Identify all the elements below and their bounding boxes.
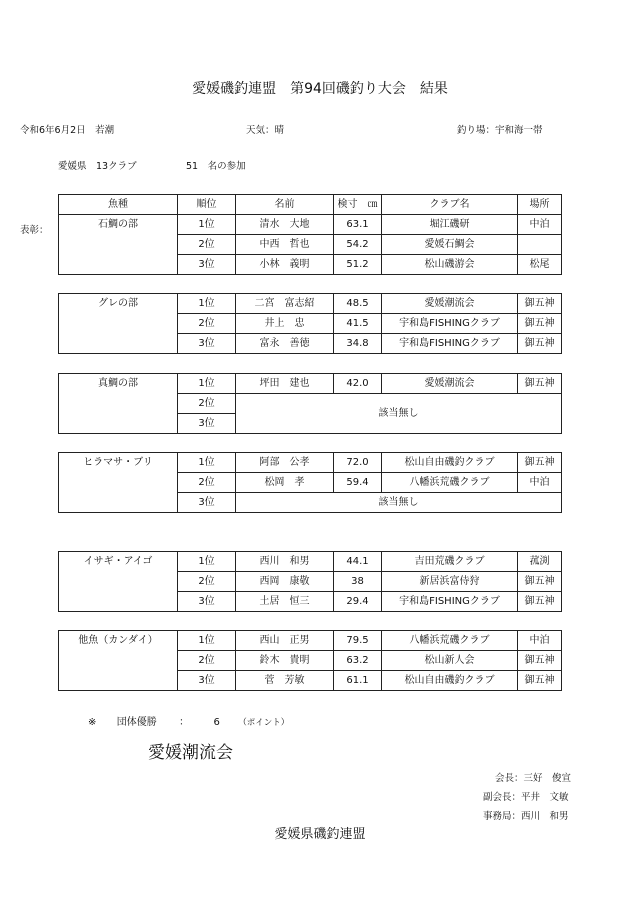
team-colon: ： xyxy=(179,717,190,728)
name-cell: 菅 芳敏 xyxy=(236,671,334,691)
points-unit: （ポイント） xyxy=(238,718,290,728)
club-cell: 松山自由磯釣クラブ xyxy=(382,671,518,691)
name-cell: 西山 正男 xyxy=(236,631,334,651)
rank-cell: 2位 xyxy=(178,314,236,334)
size-cell: 61.1 xyxy=(334,671,382,691)
table-row xyxy=(59,552,562,572)
rank-cell: 1位 xyxy=(178,294,236,314)
size-cell: 42.0 xyxy=(334,374,382,394)
place-cell: 御五神 xyxy=(518,453,562,473)
place-cell: 御五神 xyxy=(518,314,562,334)
club-cell: 八幡浜荒磯クラブ xyxy=(382,631,518,651)
name-cell: 鈴木 貴明 xyxy=(236,651,334,671)
header-name: 名前 xyxy=(236,195,334,215)
size-cell: 79.5 xyxy=(334,631,382,651)
name-cell: 坪田 建也 xyxy=(236,374,334,394)
note-mark: ※ xyxy=(88,717,97,728)
category-name: 真鯛の部 xyxy=(59,374,178,434)
club-cell: 八幡浜荒磯クラブ xyxy=(382,473,518,493)
club-cell: 堀江磯研 xyxy=(382,215,518,235)
place-cell: 御五神 xyxy=(518,592,562,612)
club-cell: 愛媛石鯛会 xyxy=(382,235,518,255)
club-cell: 松山自由磯釣クラブ xyxy=(382,453,518,473)
no-result-cell: 該当無し xyxy=(236,493,562,513)
name-cell: 清水 大地 xyxy=(236,215,334,235)
results-table-isagi xyxy=(58,551,562,612)
place-cell: 御五神 xyxy=(518,334,562,354)
weather: 天気：晴 xyxy=(246,125,285,136)
team-points: 6 xyxy=(213,717,220,728)
header-place: 場所 xyxy=(518,195,562,215)
rank-cell: 3位 xyxy=(178,592,236,612)
name-cell: 松岡 孝 xyxy=(236,473,334,493)
rank-cell: 1位 xyxy=(178,631,236,651)
size-cell: 54.2 xyxy=(334,235,382,255)
results-table-hiramasa xyxy=(58,452,562,513)
rank-cell: 2位 xyxy=(178,235,236,255)
size-cell: 63.1 xyxy=(334,215,382,235)
name-cell: 二宮 富志紹 xyxy=(236,294,334,314)
place-cell: 御五神 xyxy=(518,374,562,394)
size-cell: 59.4 xyxy=(334,473,382,493)
header-size: 検寸 ㎝ xyxy=(334,195,382,215)
organization-name: 愛媛県磯釣連盟 xyxy=(274,827,366,842)
size-cell: 48.5 xyxy=(334,294,382,314)
results-table-other xyxy=(58,630,562,691)
header-rank: 順位 xyxy=(178,195,236,215)
place-cell: 中泊 xyxy=(518,215,562,235)
club-cell: 愛媛潮流会 xyxy=(382,294,518,314)
officer-president: 会長：三好 俊宣 xyxy=(495,773,572,784)
size-cell: 29.4 xyxy=(334,592,382,612)
results-table-gure xyxy=(58,293,562,354)
table-row xyxy=(59,374,562,394)
results-table-madai xyxy=(58,373,562,434)
awards-label: 表彰： xyxy=(20,225,49,236)
size-cell: 38 xyxy=(334,572,382,592)
rank-cell: 3位 xyxy=(178,255,236,275)
category-name: ヒラマサ・ブリ xyxy=(59,453,178,513)
place-cell xyxy=(518,235,562,255)
officer-secretariat: 事務局：西川 和男 xyxy=(483,811,569,822)
page-title: 愛媛磯釣連盟 第94回磯釣り大会 結果 xyxy=(192,81,448,97)
place-cell: 御五神 xyxy=(518,294,562,314)
club-cell: 宇和島FISHINGクラブ xyxy=(382,592,518,612)
place-cell: 松尾 xyxy=(518,255,562,275)
rank-cell: 1位 xyxy=(178,215,236,235)
table-header-row xyxy=(59,195,562,215)
rank-cell: 3位 xyxy=(178,414,236,434)
team-victory-label: 団体優勝 xyxy=(116,717,157,728)
team-winner: 愛媛潮流会 xyxy=(148,743,233,763)
rank-cell: 3位 xyxy=(178,671,236,691)
place-cell: 中泊 xyxy=(518,631,562,651)
club-cell: 吉田荒磯クラブ xyxy=(382,552,518,572)
category-name: グレの部 xyxy=(59,294,178,354)
results-table-ishidai xyxy=(58,194,562,275)
rank-cell: 1位 xyxy=(178,453,236,473)
name-cell: 西岡 康敬 xyxy=(236,572,334,592)
size-cell: 41.5 xyxy=(334,314,382,334)
club-cell: 新居浜富侍狩 xyxy=(382,572,518,592)
rank-cell: 2位 xyxy=(178,394,236,414)
place-cell: 御五神 xyxy=(518,671,562,691)
size-cell: 44.1 xyxy=(334,552,382,572)
club-cell: 宇和島FISHINGクラブ xyxy=(382,334,518,354)
team-victory-note xyxy=(88,713,289,728)
club-cell: 松山磯游会 xyxy=(382,255,518,275)
size-cell: 34.8 xyxy=(334,334,382,354)
category-name: 石鯛の部 xyxy=(59,215,178,275)
place-cell: 御五神 xyxy=(518,572,562,592)
name-cell: 井上 忠 xyxy=(236,314,334,334)
rank-cell: 3位 xyxy=(178,334,236,354)
rank-cell: 2位 xyxy=(178,651,236,671)
name-cell: 阿部 公孝 xyxy=(236,453,334,473)
table-row xyxy=(59,631,562,651)
event-date: 令和6年6月2日 若潮 xyxy=(20,125,115,136)
rank-cell: 1位 xyxy=(178,552,236,572)
club-cell: 松山新人会 xyxy=(382,651,518,671)
header-category: 魚種 xyxy=(59,195,178,215)
club-cell: 宇和島FISHINGクラブ xyxy=(382,314,518,334)
rank-cell: 1位 xyxy=(178,374,236,394)
rank-cell: 2位 xyxy=(178,473,236,493)
rank-cell: 2位 xyxy=(178,572,236,592)
table-row xyxy=(59,215,562,235)
rank-cell: 3位 xyxy=(178,493,236,513)
participating-clubs: 愛媛県 13クラブ xyxy=(58,161,137,172)
participant-count: 51 名の参加 xyxy=(186,161,246,172)
size-cell: 51.2 xyxy=(334,255,382,275)
name-cell: 土居 恒三 xyxy=(236,592,334,612)
name-cell: 富永 善徳 xyxy=(236,334,334,354)
name-cell: 中西 哲也 xyxy=(236,235,334,255)
place-cell: 中泊 xyxy=(518,473,562,493)
size-cell: 63.2 xyxy=(334,651,382,671)
fishing-location: 釣り場：宇和海一帯 xyxy=(457,125,543,136)
officer-vice-president: 副会長：平井 文敏 xyxy=(483,792,569,803)
size-cell: 72.0 xyxy=(334,453,382,473)
no-result-cell: 該当無し xyxy=(236,394,562,434)
club-cell: 愛媛潮流会 xyxy=(382,374,518,394)
table-row xyxy=(59,453,562,473)
place-cell: 御五神 xyxy=(518,651,562,671)
place-cell: 菰渕 xyxy=(518,552,562,572)
name-cell: 西川 和男 xyxy=(236,552,334,572)
table-row xyxy=(59,294,562,314)
name-cell: 小林 義明 xyxy=(236,255,334,275)
header-club: クラブ名 xyxy=(382,195,518,215)
category-name: イサギ・アイゴ xyxy=(59,552,178,612)
category-name: 他魚（カンダイ） xyxy=(59,631,178,691)
